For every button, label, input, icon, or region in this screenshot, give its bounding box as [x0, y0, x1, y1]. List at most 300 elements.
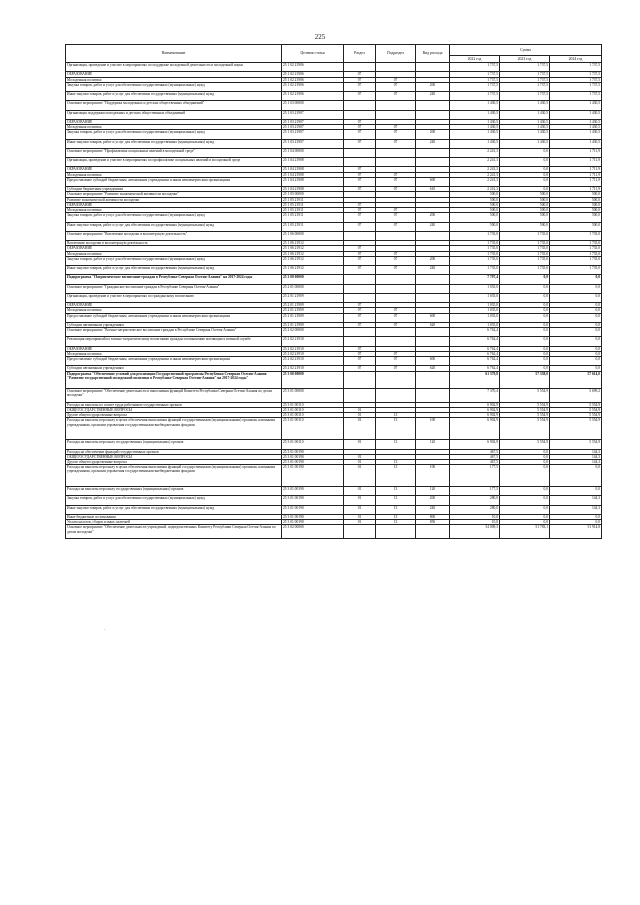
row-sum-2023: 5 554,9: [500, 389, 550, 403]
row-code: 25 1 06 21912: [282, 251, 344, 256]
row-expense-type: 600: [416, 177, 450, 186]
row-sum-2023: 1 735,0: [500, 246, 550, 251]
row-name: Вовлечение молодежи в волонтерскую деятельность: [66, 241, 282, 246]
row-sum-2022: 1 737,5: [450, 63, 500, 72]
row-code: 25 2 01 21909: [282, 313, 344, 322]
row-code: 25 1 05 21911: [282, 197, 344, 202]
table-body: [66, 63, 602, 539]
row-name: Организация, проведение и участие в мероприятиях по гражданскому воспитанию: [66, 293, 282, 302]
row-sum-2023: 0,0: [500, 187, 550, 192]
row-expense-type: [416, 525, 450, 539]
row-sum-2022: 1 737,5: [450, 82, 500, 91]
row-sum-2024: 1 711,9: [550, 158, 602, 167]
row-sum-2023: 0,0: [500, 328, 550, 337]
row-name: Расходы на выплаты персоналу государственных (муниципальных) органов: [66, 487, 282, 496]
row-sum-2022: 500,0: [450, 192, 500, 197]
row-code: 25 1 05 00000: [282, 192, 344, 197]
row-subsection: [376, 63, 416, 72]
row-subsection: 07: [376, 92, 416, 101]
row-section: 07: [344, 208, 376, 213]
row-sum-2023: 0,0: [500, 167, 550, 172]
row-name: Основное мероприятие "Обеспечение деятельности учреждений, подведомственных Комитету Республики Северная Осетия-Алания по делам молодежи": [66, 525, 282, 539]
row-name: Субсидии бюджетным учреждениям: [66, 187, 282, 192]
row-code: 25 1 03 00000: [282, 101, 344, 110]
row-subsection: 07: [376, 308, 416, 313]
row-subsection: [376, 293, 416, 302]
row-sum-2024: 5 554,9: [550, 402, 602, 407]
row-sum-2023: 1 737,5: [500, 77, 550, 82]
row-section: 01: [344, 440, 376, 449]
row-sum-2023: 500,0: [500, 208, 550, 213]
row-section: [344, 63, 376, 72]
row-sum-2022: 7 797,4: [450, 275, 500, 284]
table-row: [66, 440, 602, 449]
row-expense-type: [416, 63, 450, 72]
row-sum-2024: 1 430,5: [550, 119, 602, 124]
row-section: [344, 328, 376, 337]
row-sum-2024: 0,0: [550, 293, 602, 302]
row-code: 25 1 03 21907: [282, 130, 344, 139]
row-name: ОБРАЗОВАНИЕ: [66, 119, 282, 124]
row-sum-2024: 1 430,5: [550, 101, 602, 110]
row-section: 07: [344, 187, 376, 192]
row-sum-2022: 1 735,0: [450, 231, 500, 240]
row-sum-2024: 51 914,8: [550, 525, 602, 539]
row-section: [344, 148, 376, 157]
row-sum-2022: 1 035,0: [450, 322, 500, 327]
row-sum-2022: 6 762,4: [450, 337, 500, 346]
row-code: 25 1 05 21911: [282, 222, 344, 231]
row-sum-2024: 144,3: [550, 496, 602, 505]
row-subsection: 07: [376, 357, 416, 366]
row-code: 25 3 01 00110: [282, 440, 344, 449]
row-section: 01: [344, 407, 376, 412]
row-code: 25 1 03 21907: [282, 139, 344, 148]
row-sum-2022: 1 430,5: [450, 125, 500, 130]
row-name: Иные закупки товаров, работ и услуг для обеспечения государственных (муниципальных) нужд: [66, 266, 282, 275]
table-row: [66, 313, 602, 322]
row-sum-2023: 1 737,5: [500, 92, 550, 101]
row-code: 25 1 04 21908: [282, 187, 344, 192]
row-sum-2023: 57 338,0: [500, 371, 550, 389]
row-name: Подпрограмма "Патриотическое воспитание граждан в Республике Северная Осетия-Алания" на 2017-2024 годы: [66, 275, 282, 284]
row-sum-2023: 1 735,0: [500, 231, 550, 240]
row-subsection: 07: [376, 351, 416, 356]
table-row: [66, 158, 602, 167]
row-name: Молодежная политика: [66, 125, 282, 130]
page-number: 225: [314, 33, 326, 41]
row-expense-type: [416, 110, 450, 119]
row-code: 25 2 01 21909: [282, 303, 344, 308]
row-subsection: 13: [376, 520, 416, 525]
row-sum-2022: 6 902,9: [450, 402, 500, 407]
row-name: ОБРАЗОВАНИЕ: [66, 246, 282, 251]
row-sum-2024: 5 699,2: [550, 389, 602, 403]
row-sum-2023: 0,0: [500, 357, 550, 366]
row-expense-type: 240: [416, 505, 450, 514]
row-sum-2022: 1 430,5: [450, 110, 500, 119]
row-section: [344, 337, 376, 346]
row-sum-2022: 6 902,9: [450, 440, 500, 449]
row-subsection: 07: [376, 366, 416, 371]
row-subsection: 13: [376, 496, 416, 505]
row-section: 01: [344, 505, 376, 514]
row-sum-2022: 1 735,0: [450, 256, 500, 265]
row-name: Основное мероприятие "Обеспечение деятельности и выполнения функций Комитета Республики Северная Осетия-Алания по делам молодежи": [66, 389, 282, 403]
row-code: 25 2 01 21909: [282, 322, 344, 327]
row-expense-type: 240: [416, 266, 450, 275]
row-section: 07: [344, 256, 376, 265]
row-sum-2024: 5 554,9: [550, 418, 602, 440]
table-row: [66, 328, 602, 337]
row-sum-2022: 54 009,3: [450, 525, 500, 539]
row-sum-2024: 500,0: [550, 202, 602, 207]
row-sum-2024: 1 735,0: [550, 241, 602, 246]
row-section: [344, 275, 376, 284]
row-code: 25 3 01 00190: [282, 505, 344, 514]
row-sum-2022: 6 762,4: [450, 328, 500, 337]
row-section: [344, 389, 376, 403]
row-sum-2023: 0,0: [500, 514, 550, 519]
row-code: 25 2 02 00000: [282, 328, 344, 337]
table-row: [66, 63, 602, 72]
row-name: Молодежная политика: [66, 251, 282, 256]
row-section: 07: [344, 308, 376, 313]
row-sum-2022: 7 370,4: [450, 389, 500, 403]
row-expense-type: 100: [416, 418, 450, 440]
row-sum-2023: 0,0: [500, 293, 550, 302]
row-subsection: 07: [376, 222, 416, 231]
row-code: 25 3 00 00000: [282, 371, 344, 389]
row-section: 07: [344, 351, 376, 356]
row-name: ОБРАЗОВАНИЕ: [66, 303, 282, 308]
row-sum-2024: 144,3: [550, 454, 602, 459]
row-sum-2024: 144,3: [550, 449, 602, 454]
table-row: [66, 357, 602, 366]
table-row: [66, 266, 602, 275]
row-code: 25 2 01 21909: [282, 293, 344, 302]
row-code: 25 3 01 00110: [282, 418, 344, 440]
row-name: Развитие экономической активности молодежи: [66, 197, 282, 202]
row-name: Расходы на выплаты по оплате труда работников государственных органов: [66, 402, 282, 407]
row-code: 25 1 02 21906: [282, 82, 344, 91]
row-name: Закупка товаров, работ и услуг для обеспечения государственных (муниципальных) нужд: [66, 130, 282, 139]
row-sum-2024: 1 430,5: [550, 110, 602, 119]
row-expense-type: 100: [416, 465, 450, 487]
row-subsection: [376, 337, 416, 346]
header-sum: Сумма: [450, 45, 602, 56]
row-sum-2024: 0,0: [550, 487, 602, 496]
header-year-2024: 2024 год: [550, 56, 602, 63]
row-subsection: [376, 328, 416, 337]
row-code: 25 2 01 21909: [282, 308, 344, 313]
row-section: [344, 231, 376, 240]
row-subsection: 07: [376, 139, 416, 148]
row-sum-2022: 500,0: [450, 208, 500, 213]
row-sum-2024: 0,0: [550, 308, 602, 313]
row-sum-2022: 500,0: [450, 202, 500, 207]
row-subsection: [376, 275, 416, 284]
row-name: Другие общегосударственные вопросы: [66, 459, 282, 464]
row-subsection: 07: [376, 187, 416, 192]
row-sum-2023: 500,0: [500, 197, 550, 202]
row-expense-type: 240: [416, 222, 450, 231]
row-name: Предоставление субсидий бюджетным, автономным учреждениям и иным некоммерческим организациям: [66, 177, 282, 186]
row-name: Основное мероприятие "Вовлечение молодежи в волонтерскую деятельность": [66, 231, 282, 240]
table-row: [66, 256, 602, 265]
row-section: 01: [344, 459, 376, 464]
row-code: 25 3 01 00190: [282, 514, 344, 519]
row-name: Субсидии автономным учреждениям: [66, 322, 282, 327]
row-section: 07: [344, 251, 376, 256]
row-section: 01: [344, 514, 376, 519]
row-sum-2023: 0,0: [500, 303, 550, 308]
table-row: [66, 231, 602, 240]
header-year-2022: 2022 год: [450, 56, 500, 63]
row-sum-2024: 0,0: [550, 284, 602, 293]
table-row: [66, 222, 602, 231]
row-name: Субсидии автономным учреждениям: [66, 366, 282, 371]
row-sum-2022: 1 430,5: [450, 139, 500, 148]
row-code: 25 3 01 00190: [282, 465, 344, 487]
row-sum-2024: 1 737,5: [550, 77, 602, 82]
row-name: Расходы на выплаты персоналу в целях обеспечения выполнения функций государственными (муниципальными) органами, казенными учреждениями, органами управления государственными внебюджетными фондами: [66, 465, 282, 487]
row-name: Иные закупки товаров, работ и услуг для обеспечения государственных (муниципальных) нужд: [66, 92, 282, 101]
row-expense-type: [416, 389, 450, 403]
row-sum-2023: 0,0: [500, 520, 550, 525]
row-section: 07: [344, 303, 376, 308]
row-expense-type: 850: [416, 520, 450, 525]
row-name: Молодежная политика: [66, 351, 282, 356]
row-sum-2023: 0,0: [500, 284, 550, 293]
row-expense-type: [416, 371, 450, 389]
row-sum-2022: 1 735,0: [450, 241, 500, 246]
row-code: 25 2 00 00000: [282, 275, 344, 284]
row-sum-2024: 1 737,5: [550, 63, 602, 72]
row-subsection: 13: [376, 514, 416, 519]
row-sum-2023: 5 554,9: [500, 413, 550, 418]
row-sum-2022: 1 035,0: [450, 308, 500, 313]
row-sum-2022: 2 241,3: [450, 148, 500, 157]
row-sum-2022: 2 241,3: [450, 187, 500, 192]
header-code: Целевая статья: [282, 45, 344, 63]
row-sum-2024: 500,0: [550, 222, 602, 231]
row-expense-type: 200: [416, 130, 450, 139]
row-section: 01: [344, 496, 376, 505]
row-sum-2023: 0,0: [500, 177, 550, 186]
row-sum-2024: 144,3: [550, 505, 602, 514]
table-row: [66, 418, 602, 440]
row-code: 25 3 01 00190: [282, 454, 344, 459]
row-sum-2023: 5 554,9: [500, 440, 550, 449]
row-sum-2024: 0,0: [550, 520, 602, 525]
row-sum-2023: 5 554,9: [500, 418, 550, 440]
row-sum-2023: 500,0: [500, 192, 550, 197]
table-row: [66, 293, 602, 302]
row-code: 25 1 04 21908: [282, 167, 344, 172]
row-sum-2024: 1 735,0: [550, 256, 602, 265]
row-sum-2023: 0,0: [500, 275, 550, 284]
row-code: 25 1 05 21911: [282, 213, 344, 222]
row-name: Другие общегосударственные вопросы: [66, 413, 282, 418]
row-expense-type: 240: [416, 92, 450, 101]
row-code: 25 3 01 00190: [282, 459, 344, 464]
row-sum-2022: 1 035,0: [450, 284, 500, 293]
row-section: 01: [344, 454, 376, 459]
row-sum-2023: 0,0: [500, 322, 550, 327]
row-section: 01: [344, 418, 376, 440]
row-sum-2024: 1 711,9: [550, 187, 602, 192]
row-section: 07: [344, 125, 376, 130]
row-subsection: 07: [376, 177, 416, 186]
row-sum-2023: 1 430,5: [500, 139, 550, 148]
table-row: [66, 496, 602, 505]
row-sum-2024: 1 711,9: [550, 177, 602, 186]
row-section: 07: [344, 202, 376, 207]
row-sum-2022: 1 735,0: [450, 246, 500, 251]
row-name: Иные закупки товаров, работ и услуг для обеспечения государственных (муниципальных) нужд: [66, 505, 282, 514]
table-row: [66, 148, 602, 157]
table-row: [66, 110, 602, 119]
row-name: Иные закупки товаров, работ и услуг для обеспечения государственных (муниципальных) нужд: [66, 222, 282, 231]
row-sum-2022: 1 035,0: [450, 293, 500, 302]
table-row: [66, 371, 602, 389]
row-sum-2022: 2 241,3: [450, 167, 500, 172]
row-subsection: [376, 101, 416, 110]
row-subsection: 07: [376, 313, 416, 322]
row-expense-type: [416, 101, 450, 110]
row-code: 25 3 01 00190: [282, 520, 344, 525]
row-subsection: 13: [376, 505, 416, 514]
row-expense-type: 610: [416, 187, 450, 192]
row-name: ОБРАЗОВАНИЕ: [66, 72, 282, 77]
row-sum-2022: 6 902,9: [450, 407, 500, 412]
row-code: 25 1 03 21907: [282, 125, 344, 130]
row-section: [344, 158, 376, 167]
row-sum-2023: 1 735,0: [500, 256, 550, 265]
row-sum-2022: 177,5: [450, 487, 500, 496]
row-sum-2024: 0,0: [550, 337, 602, 346]
row-name: Иные закупки товаров, работ и услуг для обеспечения государственных (муниципальных) нужд: [66, 139, 282, 148]
row-sum-2022: 10,0: [450, 514, 500, 519]
row-sum-2024: 0,0: [550, 328, 602, 337]
row-sum-2022: 6 762,4: [450, 357, 500, 366]
row-name: ОБЩЕГОСУДАРСТВЕННЫЕ ВОПРОСЫ: [66, 454, 282, 459]
row-expense-type: 800: [416, 514, 450, 519]
row-sum-2023: 1 430,5: [500, 110, 550, 119]
row-name: Организация поддержки молодежных и детских общественных объединений: [66, 110, 282, 119]
row-sum-2022: 10,0: [450, 520, 500, 525]
row-subsection: [376, 231, 416, 240]
row-sum-2022: 2 241,3: [450, 177, 500, 186]
row-section: 07: [344, 313, 376, 322]
row-sum-2022: 467,5: [450, 454, 500, 459]
row-subsection: [376, 110, 416, 119]
table-row: [66, 389, 602, 403]
row-code: 25 1 06 21912: [282, 266, 344, 275]
row-sum-2022: 6 762,4: [450, 351, 500, 356]
row-subsection: 07: [376, 266, 416, 275]
row-subsection: 07: [376, 125, 416, 130]
table-row: [66, 101, 602, 110]
row-sum-2022: 6 902,9: [450, 413, 500, 418]
row-sum-2024: 1 737,5: [550, 92, 602, 101]
row-sum-2024: 0,0: [550, 313, 602, 322]
row-subsection: 07: [376, 130, 416, 139]
row-sum-2024: 500,0: [550, 213, 602, 222]
row-code: 25 1 06 21912: [282, 246, 344, 251]
row-name: Основное мероприятие "Профилактика асоциальных явлений в молодежной среде": [66, 148, 282, 157]
row-expense-type: [416, 284, 450, 293]
row-sum-2023: 0,0: [500, 465, 550, 487]
row-sum-2023: 1 430,5: [500, 130, 550, 139]
row-sum-2023: 1 735,0: [500, 266, 550, 275]
row-name: Уплата налогов, сборов и иных платежей: [66, 520, 282, 525]
row-sum-2023: 1 735,0: [500, 241, 550, 246]
row-section: [344, 293, 376, 302]
row-sum-2023: 1 430,5: [500, 119, 550, 124]
row-sum-2023: 0,0: [500, 505, 550, 514]
row-expense-type: 600: [416, 313, 450, 322]
row-expense-type: 200: [416, 496, 450, 505]
row-expense-type: 120: [416, 440, 450, 449]
row-sum-2022: 1 737,5: [450, 72, 500, 77]
row-expense-type: 120: [416, 487, 450, 496]
row-name: Закупка товаров, работ и услуг для обеспечения государственных (муниципальных) нужд: [66, 496, 282, 505]
row-code: 25 2 02 21910: [282, 366, 344, 371]
row-subsection: [376, 148, 416, 157]
row-sum-2022: 1 737,5: [450, 92, 500, 101]
header-expense-type: Вид расхода: [416, 45, 450, 63]
row-section: [344, 284, 376, 293]
row-sum-2024: 1 735,0: [550, 266, 602, 275]
row-name: Молодежная политика: [66, 172, 282, 177]
row-expense-type: 620: [416, 322, 450, 327]
row-sum-2024: 1 737,5: [550, 82, 602, 91]
row-sum-2023: 500,0: [500, 222, 550, 231]
row-name: Закупка товаров, работ и услуг для обеспечения государственных (муниципальных) нужд: [66, 213, 282, 222]
row-sum-2023: 1 735,0: [500, 251, 550, 256]
row-code: 25 1 04 21908: [282, 172, 344, 177]
row-name: Реализация мероприятий по военно-патриотическому воспитанию граждан и повышению мотивации к военной службе: [66, 337, 282, 346]
row-code: 25 3 01 00000: [282, 389, 344, 403]
row-sum-2024: 144,3: [550, 459, 602, 464]
table-row: [66, 284, 602, 293]
row-subsection: 07: [376, 208, 416, 213]
table-row: [66, 130, 602, 139]
row-code: 25 1 04 00000: [282, 148, 344, 157]
row-section: [344, 101, 376, 110]
row-section: 07: [344, 119, 376, 124]
row-section: 07: [344, 92, 376, 101]
row-section: 07: [344, 222, 376, 231]
row-section: 07: [344, 346, 376, 351]
row-sum-2024: 0,0: [550, 514, 602, 519]
row-name: Предоставление субсидий бюджетным, автономным учреждениям и иным некоммерческим организациям: [66, 313, 282, 322]
row-section: 07: [344, 322, 376, 327]
row-section: 07: [344, 172, 376, 177]
row-sum-2023: 0,0: [500, 351, 550, 356]
row-name: Закупка товаров, работ и услуг для обеспечения государственных (муниципальных) нужд: [66, 82, 282, 91]
row-subsection: 07: [376, 213, 416, 222]
table-row: [66, 92, 602, 101]
row-sum-2024: 1 711,9: [550, 148, 602, 157]
row-name: Организация, проведение и участие в мероприятиях по профилактике асоциальных явлений в молодежной среде: [66, 158, 282, 167]
row-sum-2022: 6 902,9: [450, 418, 500, 440]
row-sum-2023: 0,0: [500, 459, 550, 464]
row-sum-2022: 6 762,4: [450, 346, 500, 351]
scan-mark: ·: [104, 628, 106, 633]
